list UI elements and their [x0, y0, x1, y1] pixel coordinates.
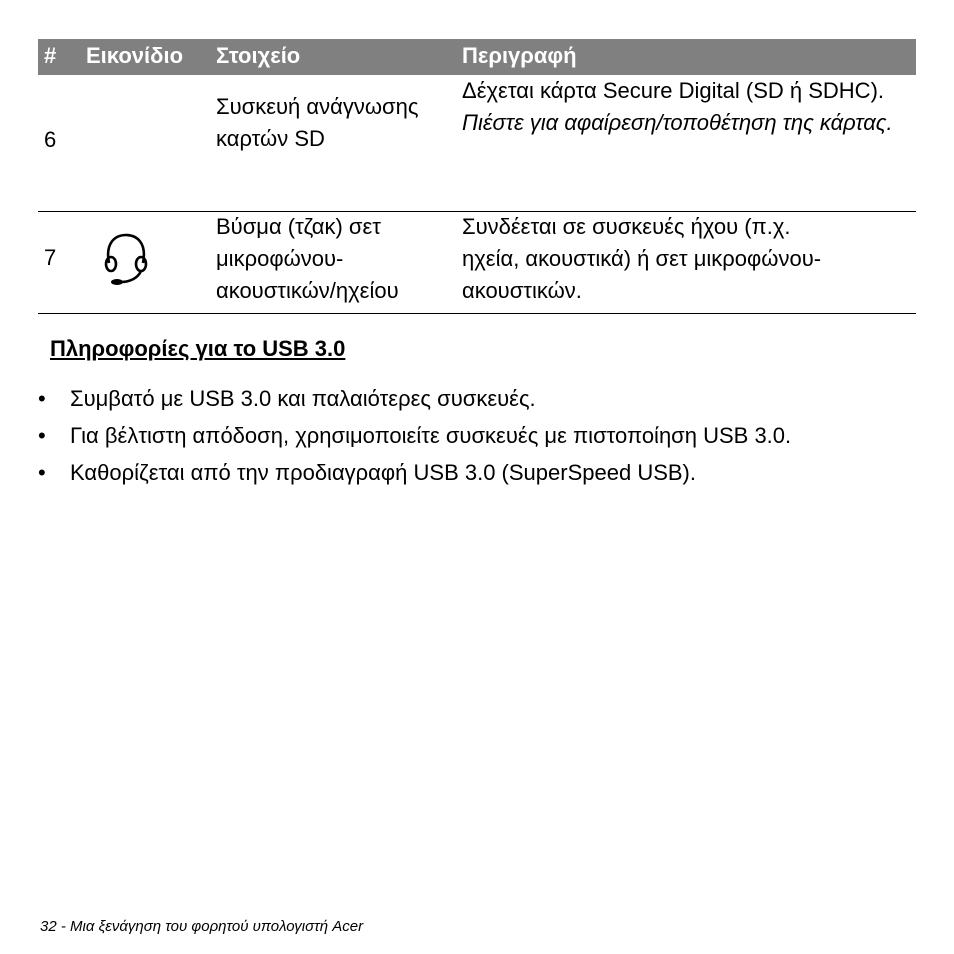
row-item: Συσκευή ανάγνωσης καρτών SD	[216, 94, 419, 151]
ports-table	[38, 39, 916, 314]
bullet-symbol: •	[38, 460, 46, 485]
list-item-text: Συμβατό με USB 3.0 και παλαιότερες συσκευές.	[70, 386, 536, 411]
row-description: Συνδέεται σε συσκευές ήχου (π.χ. ηχεία, ακουστικά) ή σετ μικροφώνου-ακουστικών.	[462, 214, 822, 303]
table-header	[38, 39, 916, 75]
table-row	[38, 75, 916, 211]
row-description	[462, 75, 902, 139]
description-text: Δέχεται κάρτα Secure Digital (SD ή SDHC).	[462, 78, 885, 103]
list-item-text: Καθορίζεται από την προδιαγραφή USB 3.0 (SuperSpeed USB).	[70, 460, 696, 485]
bullet-symbol: •	[38, 423, 46, 448]
list-item	[38, 383, 858, 415]
header-description: Περιγραφή	[462, 43, 577, 68]
header-icon: Εικονίδιο	[86, 43, 184, 68]
bullet-symbol: •	[38, 386, 46, 411]
list-item-text: Για βέλτιστη απόδοση, χρησιμοποιείτε συσκευές με πιστοποίηση USB 3.0.	[70, 423, 792, 448]
row-item: Βύσμα (τζακ) σετ μικροφώνου-ακουστικών/ηχείου	[216, 214, 399, 303]
page-footer: 32 - Μια ξενάγηση του φορητού υπολογιστή Acer	[40, 918, 364, 935]
description-note: Πιέστε για αφαίρεση/τοποθέτηση της κάρτας.	[462, 110, 893, 135]
row-number: 7	[44, 245, 57, 270]
row-divider	[38, 313, 916, 314]
list-item	[38, 420, 858, 452]
headset-icon	[100, 231, 152, 291]
table-row	[38, 211, 916, 314]
bullet-list	[38, 383, 858, 494]
header-item: Στοιχείο	[216, 43, 301, 68]
row-number: 6	[44, 127, 57, 152]
list-item	[38, 457, 858, 489]
section-title: Πληροφορίες για το USB 3.0	[50, 336, 346, 361]
header-number: #	[44, 43, 57, 68]
